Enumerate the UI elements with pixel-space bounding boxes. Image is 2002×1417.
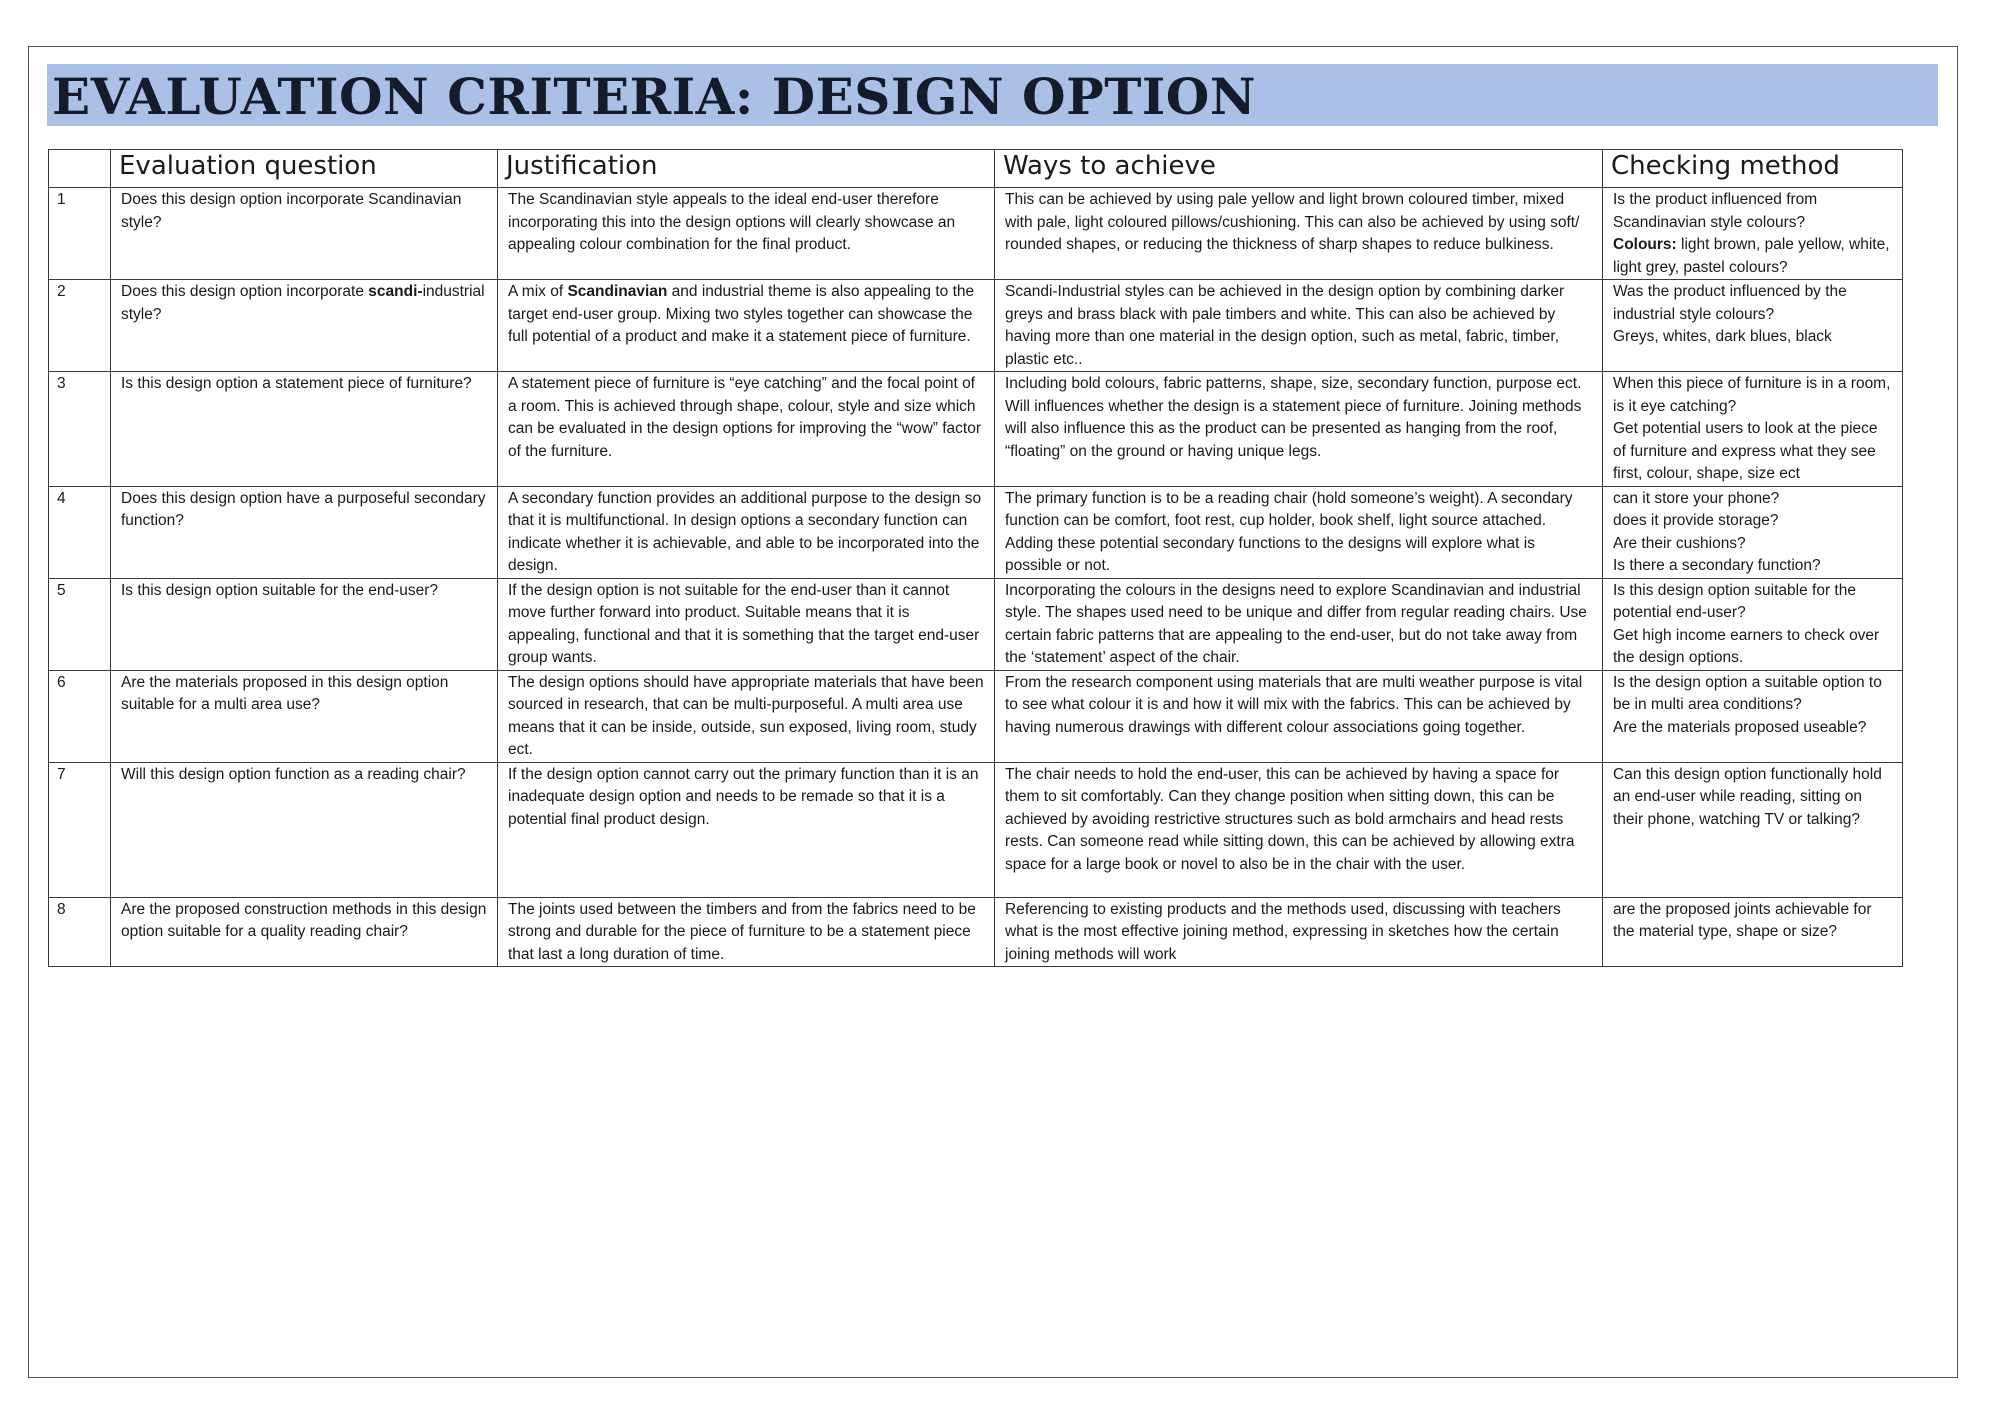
checking-text: Get high income earners to check over the design options. [1613,626,1880,666]
header-checking-method: Checking method [1603,150,1903,188]
row-number: 7 [49,762,111,897]
justification: A statement piece of furniture is “eye catching” and the focal point of a room. This is achieved through shape, colour, style and size which can be evaluated in the design options for improving the “wow” factor of the furniture. [498,372,995,487]
table-row [49,372,1903,487]
checking-text: can it store your phone? [1613,489,1780,507]
checking-text: When this piece of furniture is in a room, is it eye catching? [1613,375,1891,415]
checking-colours-list: light brown, pale yellow, white, light grey, pastel colours? [1613,236,1890,276]
evaluation-question: Are the proposed construction methods in this design option suitable for a quality reading chair? [111,897,498,967]
question-emphasis: scandi- [368,283,423,300]
checking-text: Greys, whites, dark blues, black [1613,328,1832,345]
question-text: Does this design option incorporate [121,283,369,300]
row-number: 2 [49,280,111,372]
checking-method [1603,372,1903,487]
table-row [49,578,1903,670]
checking-text: does it provide storage? [1613,512,1779,529]
evaluation-question: Does this design option have a purposeful secondary function? [111,486,498,578]
row-number: 3 [49,372,111,487]
checking-text: Is this design option suitable for the potential end-user? [1613,581,1856,621]
checking-method [1603,280,1903,372]
justification: The Scandinavian style appeals to the ideal end-user therefore incorporating this into the design options will clearly showcase an appealing colour combination for the final product. [498,188,995,280]
checking-text: Is the product influenced from Scandinavian style colours? [1613,191,1818,231]
table-row [49,486,1903,578]
row-number: 5 [49,578,111,670]
evaluation-question: Is this design option suitable for the end-user? [111,578,498,670]
evaluation-question: Is this design option a statement piece of furniture? [111,372,498,487]
header-ways-to-achieve: Ways to achieve [995,150,1603,188]
table-row [49,670,1903,762]
evaluation-question [111,280,498,372]
checking-text: Is there a secondary function? [1613,557,1821,574]
header-justification: Justification [498,150,995,188]
justification-emphasis: Scandinavian [567,283,668,300]
table-row [49,280,1903,372]
table-row [49,897,1903,967]
justification-text: and industrial theme is also appealing to the target end-user group. Mixing two styles together can showcase the full potential of a product and make it a statement piece of furniture. [508,283,975,345]
table-row [49,762,1903,897]
table-header-row [49,150,1903,188]
justification [498,280,995,372]
ways-to-achieve: This can be achieved by using pale yellow and light brown coloured timber, mixed with pale, light coloured pillows/cushioning. This can also be achieved by using soft/ rounded shapes, or reducing the thickness of sharp shapes to reduce bulkiness. [995,188,1603,280]
question-text: industrial style? [121,283,485,323]
header-number [49,150,111,188]
justification-text: A mix of [508,283,568,300]
checking-text: Are the materials proposed useable? [1613,718,1867,736]
row-number: 1 [49,188,111,280]
evaluation-question: Does this design option incorporate Scandinavian style? [111,188,498,280]
checking-text: Is the design option a suitable option to be in multi area conditions? [1613,673,1882,713]
checking-text: Get potential users to look at the piece of furniture and express what they see first, colour, shape, size ect [1613,420,1878,482]
ways-to-achieve: Incorporating the colours in the designs need to explore Scandinavian and industrial style. The shapes used need to be unique and differ from regular reading chairs. Use certain fabric patterns that are appealing to the end-user, but do not take away from the ‘statement’ aspect of the chair. [995,578,1603,670]
ways-to-achieve: Scandi-Industrial styles can be achieved in the design option by combining darker greys and brass black with pale timbers and white. This can also be achieved by having more than one material in the design option, such as metal, fabric, timber, plastic etc.. [995,280,1603,372]
header-evaluation-question: Evaluation question [111,150,498,188]
justification: If the design option cannot carry out the primary function than it is an inadequate design option and needs to be remade so that it is a potential final product design. [498,762,995,897]
checking-method [1603,188,1903,280]
evaluation-criteria-table [48,149,1903,967]
row-number: 6 [49,670,111,762]
ways-to-achieve: Referencing to existing products and the methods used, discussing with teachers what is the most effective joining method, expressing in sketches how the certain joining methods will work [995,897,1603,967]
justification: The design options should have appropriate materials that have been sourced in research, that can be multi-purposeful. A multi area use means that it can be inside, outside, sun exposed, living room, study ect. [498,670,995,762]
checking-method [1603,486,1903,578]
evaluation-question: Are the materials proposed in this design option suitable for a multi area use? [111,670,498,762]
evaluation-question: Will this design option function as a reading chair? [111,762,498,897]
justification: If the design option is not suitable for the end-user than it cannot move further forward into product. Suitable means that it is appealing, functional and that it is something that the target end-user group wants. [498,578,995,670]
checking-text: Was the product influenced by the industrial style colours? [1613,283,1847,323]
checking-method: are the proposed joints achievable for the material type, shape or size? [1603,897,1903,967]
checking-method: Can this design option functionally hold an end-user while reading, sitting on their phone, watching TV or talking? [1603,762,1903,897]
page-title: EVALUATION CRITERIA: DESIGN OPTION [52,67,1257,126]
checking-method [1603,670,1903,762]
ways-to-achieve: The primary function is to be a reading chair (hold someone’s weight). A secondary function can be comfort, foot rest, cup holder, book shelf, light source attached. Adding these potential secondary functions to the designs will explore what is possible or not. [995,486,1603,578]
row-number: 8 [49,897,111,967]
row-number: 4 [49,486,111,578]
checking-method [1603,578,1903,670]
checking-text: Are their cushions? [1613,534,1746,552]
table-row [49,188,1903,280]
ways-to-achieve: The chair needs to hold the end-user, this can be achieved by having a space for them to sit comfortably. Can they change position when sitting down, this can be achieved by avoiding restrictive structures such as bold armchairs and head rests rests. Can someone read while sitting down, this can be achieved by allowing extra space for a large book or novel to also be in the chair with the user. [995,762,1603,897]
ways-to-achieve: From the research component using materials that are multi weather purpose is vital to see what colour it is and how it will mix with the fabrics. This can be achieved by having numerous drawings with different colour associations going together. [995,670,1603,762]
justification: The joints used between the timbers and from the fabrics need to be strong and durable for the piece of furniture to be a statement piece that last a long duration of time. [498,897,995,967]
ways-to-achieve: Including bold colours, fabric patterns, shape, size, secondary function, purpose ect. Will influences whether the design is a statement piece of furniture. Joining methods will also influence this as the product can be presented as hanging from the roof, “floating” on the ground or having unique legs. [995,372,1603,487]
justification: A secondary function provides an additional purpose to the design so that it is multifunctional. In design options a secondary function can indicate whether it is achievable, and able to be incorporated into the design. [498,486,995,578]
checking-colours-label: Colours: [1613,236,1677,253]
